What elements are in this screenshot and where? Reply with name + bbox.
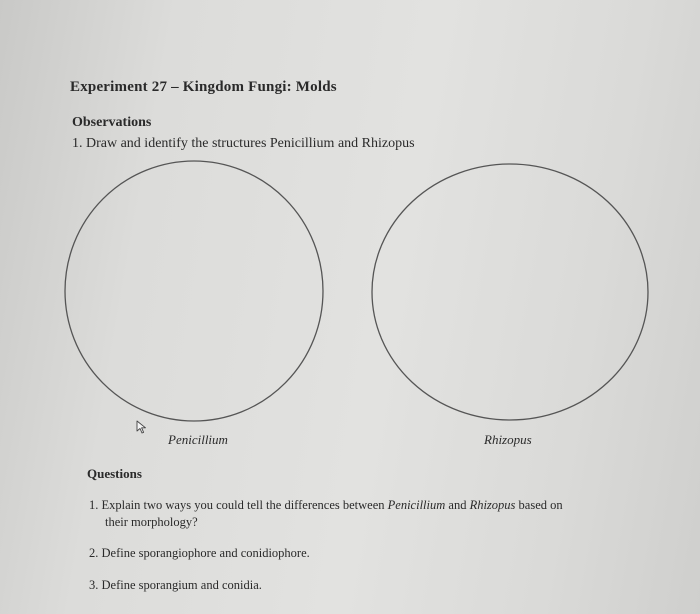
- mouse-pointer-icon: [136, 420, 148, 439]
- question-1-line2: their morphology?: [105, 515, 198, 529]
- rhizopus-label: Rhizopus: [484, 432, 532, 447]
- question-1-and: and: [445, 498, 470, 512]
- penicillium-label: Penicillium: [168, 432, 228, 447]
- rhizopus-drawing-circle: [372, 164, 648, 420]
- question-1-prefix: 1. Explain two ways you could tell the differences between: [89, 498, 388, 512]
- question-1-term-penicillium: Penicillium: [387, 498, 446, 512]
- question-2: 2. Define sporangiophore and conidiophore.: [89, 546, 310, 560]
- question-1: [89, 497, 649, 531]
- document-title: Experiment 27 – Kingdom Fungi: Molds: [70, 79, 337, 95]
- observations-heading: Observations: [72, 115, 152, 130]
- observations-item: 1. Draw and identify the structures Penicillium and Rhizopus: [72, 136, 415, 151]
- questions-heading: Questions: [87, 466, 142, 481]
- question-1-term-rhizopus: Rhizopus: [469, 498, 516, 512]
- question-3: 3. Define sporangium and conidia.: [89, 578, 262, 592]
- question-1-suffix: based on: [515, 498, 563, 512]
- penicillium-drawing-circle: [65, 161, 323, 421]
